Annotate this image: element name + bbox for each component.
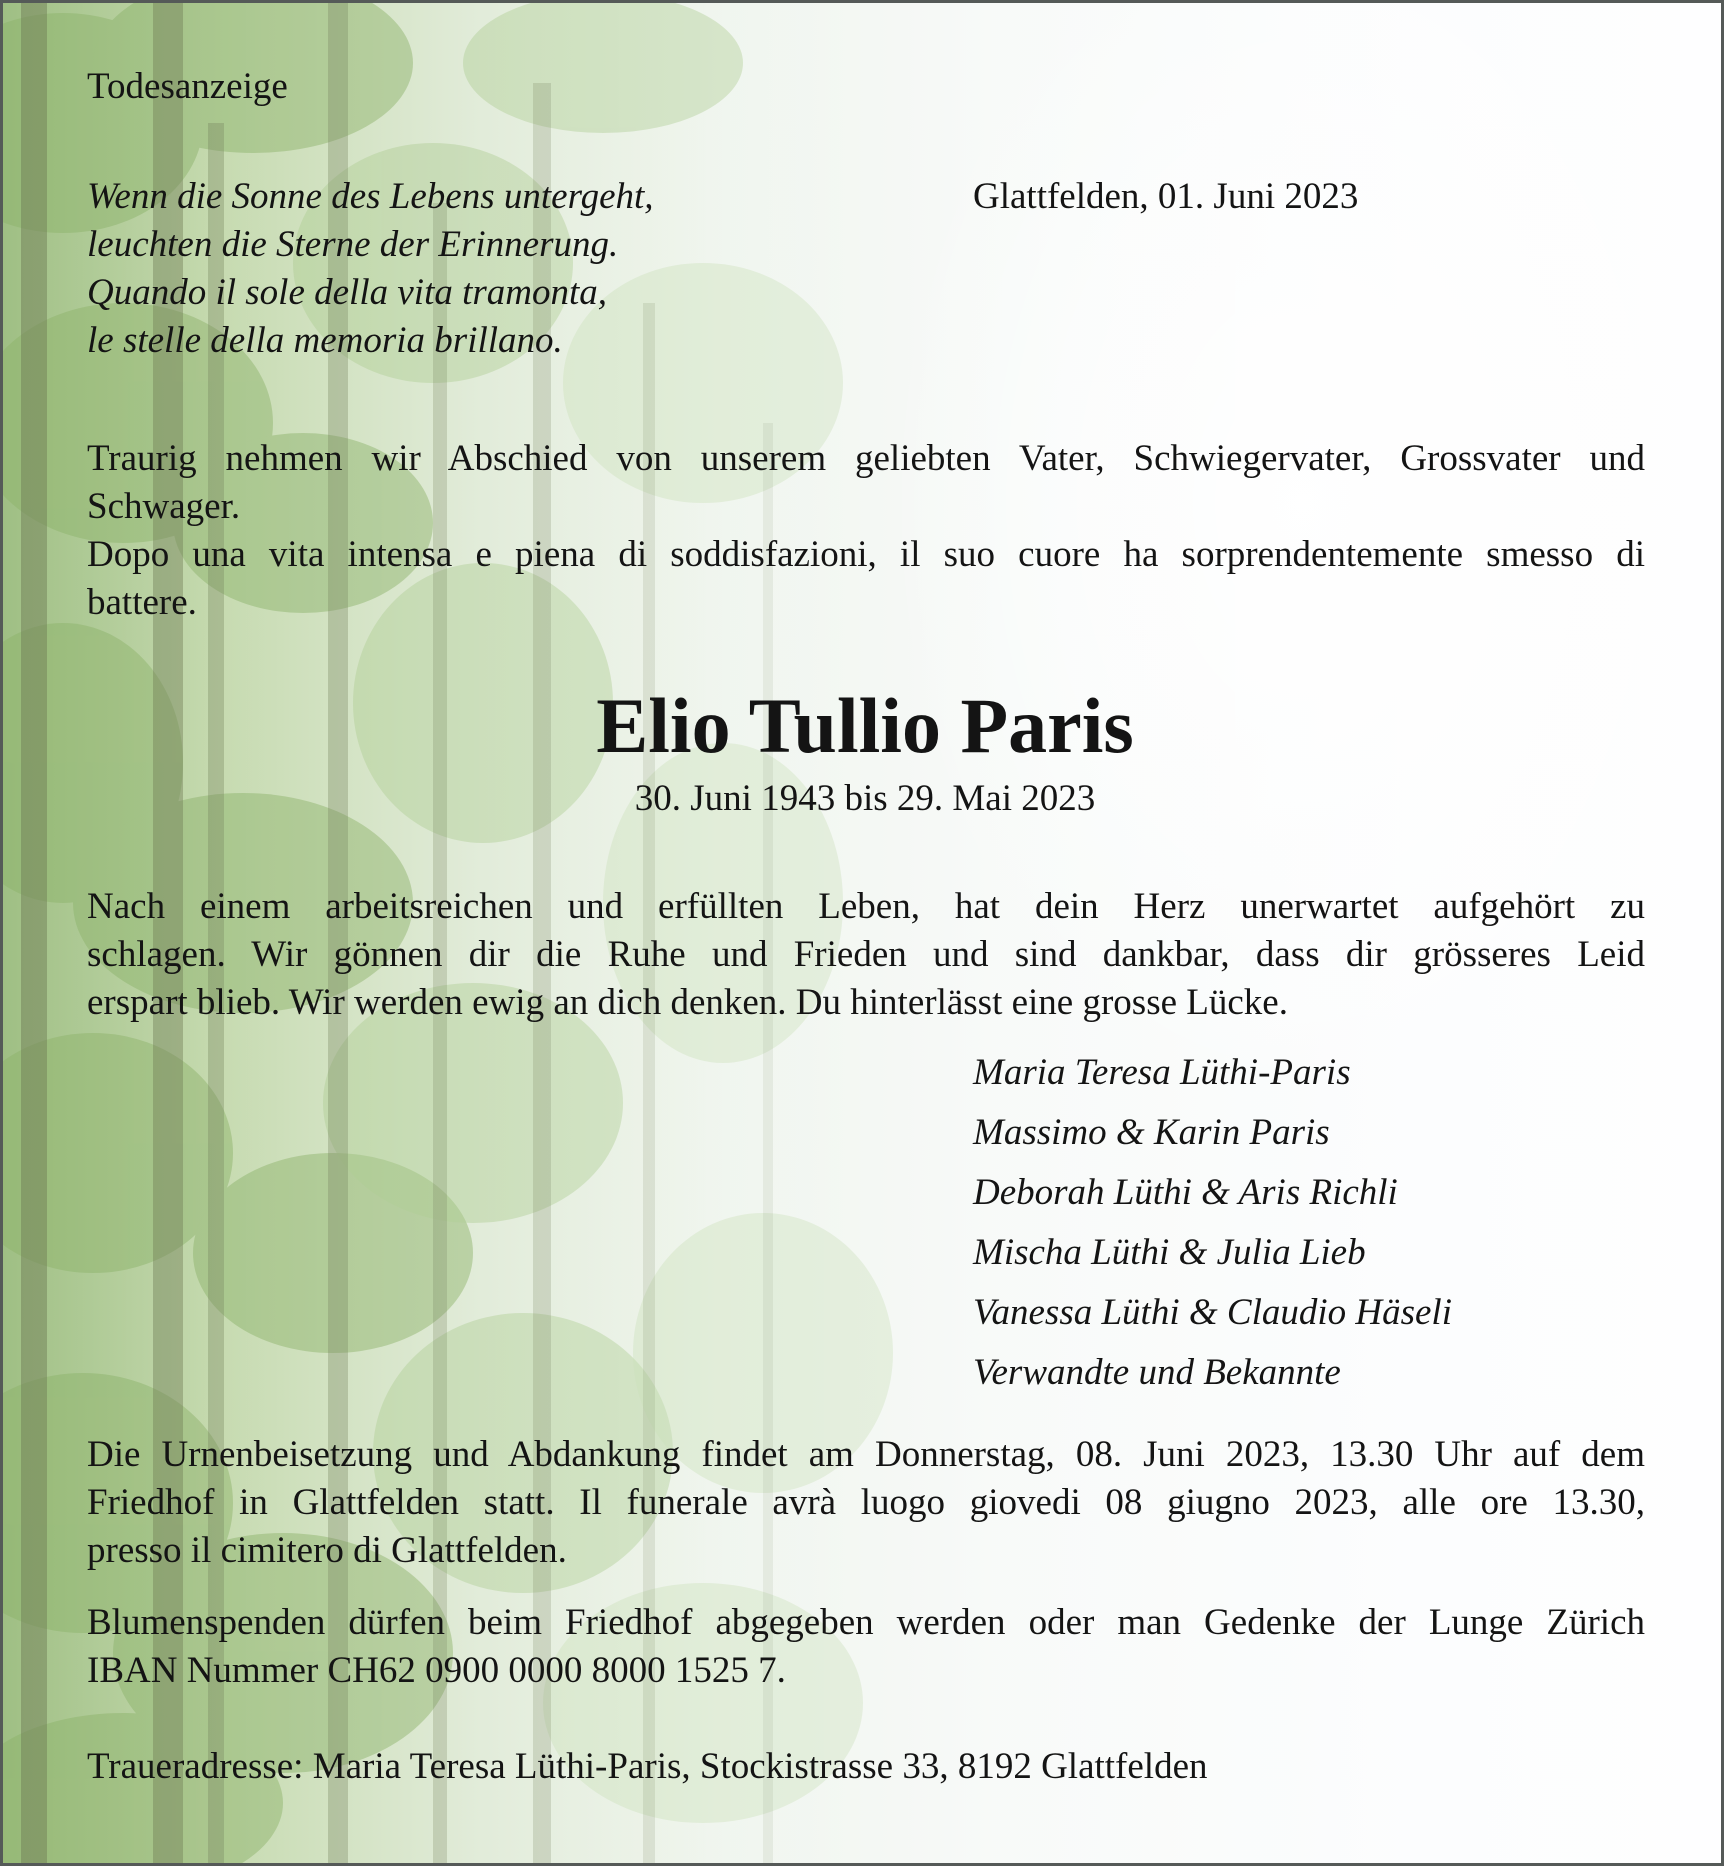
- ceremony-line-2: Friedhof in Glattfelden statt. Il funerale avrà luogo giovedi 08 giugno 2023, alle ore 13.30,: [87, 1482, 1645, 1523]
- notice-label: Todesanzeige: [87, 66, 288, 107]
- ceremony-line-3: presso il cimitero di Glattfelden.: [87, 1530, 567, 1571]
- poem-line-2: leuchten die Sterne der Erinnerung.: [87, 224, 619, 265]
- donations-line-1: Blumenspenden dürfen beim Friedhof abgegeben werden oder man Gedenke der Lunge Zürich: [87, 1602, 1645, 1643]
- tribute-line-3: erspart blieb. Wir werden ewig an dich denken. Du hinterlässt eine grosse Lücke.: [87, 982, 1288, 1023]
- tribute-line-2: schlagen. Wir gönnen dir die Ruhe und Frieden und sind dankbar, dass dir grösseres Leid: [87, 934, 1645, 975]
- mourner-2: Massimo & Karin Paris: [973, 1112, 1330, 1153]
- poem-line-4: le stelle della memoria brillano.: [87, 320, 563, 361]
- intro-line-3: Dopo una vita intensa e piena di soddisfazioni, il suo cuore ha sorprendentemente smesso di: [87, 534, 1645, 575]
- place-date: Glattfelden, 01. Juni 2023: [973, 176, 1359, 217]
- deceased-name: Elio Tullio Paris: [596, 682, 1134, 769]
- mourner-1: Maria Teresa Lüthi-Paris: [973, 1052, 1351, 1093]
- life-dates: 30. Juni 1943 bis 29. Mai 2023: [634, 778, 1096, 819]
- mourning-address: Traueradresse: Maria Teresa Lüthi-Paris, Stockistrasse 33, 8192 Glattfelden: [87, 1746, 1208, 1787]
- intro-line-2: Schwager.: [87, 486, 241, 527]
- mourner-5: Vanessa Lüthi & Claudio Häseli: [973, 1292, 1452, 1333]
- intro-line-1: Traurig nehmen wir Abschied von unserem geliebten Vater, Schwiegervater, Grossvater und: [87, 438, 1645, 479]
- donations-iban: IBAN Nummer CH62 0900 0000 8000 1525 7.: [87, 1650, 786, 1691]
- poem-line-1: Wenn die Sonne des Lebens untergeht,: [87, 176, 654, 217]
- notice-text: [3, 3, 1724, 1866]
- tribute-line-1: Nach einem arbeitsreichen und erfüllten Leben, hat dein Herz unerwartet aufgehört zu: [87, 886, 1645, 927]
- poem-line-3: Quando il sole della vita tramonta,: [87, 272, 608, 313]
- mourner-6: Verwandte und Bekannte: [973, 1352, 1341, 1393]
- intro-line-4: battere.: [87, 582, 197, 623]
- ceremony-line-1: Die Urnenbeisetzung und Abdankung findet am Donnerstag, 08. Juni 2023, 13.30 Uhr auf dem: [87, 1434, 1645, 1475]
- mourner-3: Deborah Lüthi & Aris Richli: [973, 1172, 1398, 1213]
- mourner-4: Mischa Lüthi & Julia Lieb: [973, 1232, 1366, 1273]
